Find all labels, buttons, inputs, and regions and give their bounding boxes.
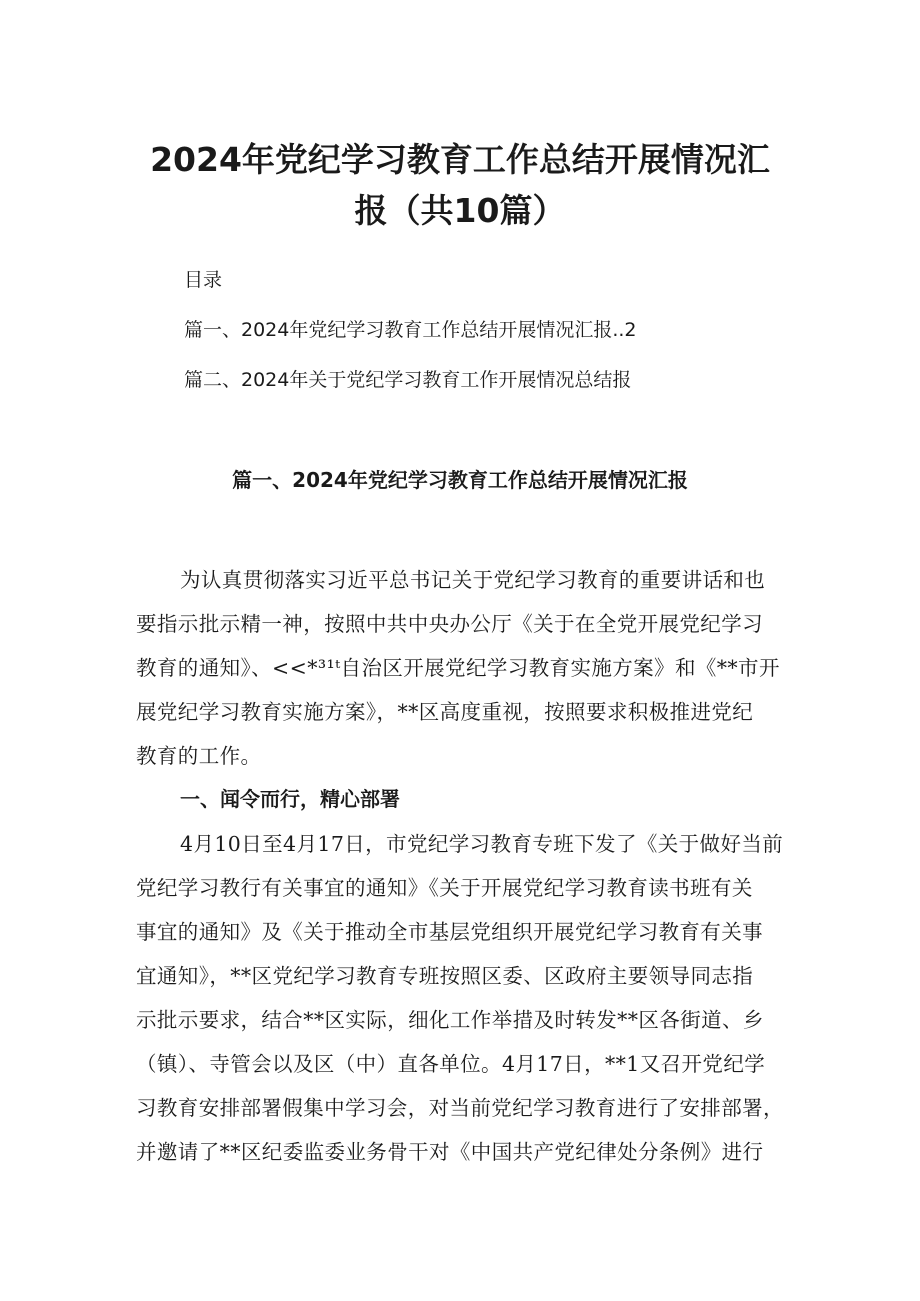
title-text-2: 报（共10篇） bbox=[354, 191, 566, 230]
toc-item-2[interactable]: 篇二、2024年关于党纪学习教育工作开展情况总结报 bbox=[184, 369, 632, 391]
paragraph2-line: （镇）、寺管会以及区（中）直各单位。4月17日，**1又召开党纪学 bbox=[136, 1052, 766, 1076]
paragraph2-line: 事宜的通知》及《关于推动全市基层党组织开展党纪学习教育有关事 bbox=[136, 920, 763, 944]
title-text-1: 2024年党纪学习教育工作总结开展情况汇 bbox=[150, 140, 770, 179]
paragraph1-line: 教育的工作。 bbox=[136, 744, 262, 768]
subheading-1: 一、闻令而行，精心部署 bbox=[180, 787, 400, 811]
toc-item-1[interactable]: 篇一、2024年党纪学习教育工作总结开展情况汇报..2 bbox=[184, 319, 637, 341]
paragraph2-line: 党纪学习教行有关事宜的通知》《关于开展党纪学习教育读书班有关 bbox=[136, 876, 753, 900]
toc-heading: 目录 bbox=[184, 269, 223, 291]
paragraph1-line: 教育的通知》、<<*³¹ᵗ自治区开展党纪学习教育实施方案》和《**市开 bbox=[136, 656, 780, 680]
section-heading: 篇一、2024年党纪学习教育工作总结开展情况汇报 bbox=[232, 468, 688, 492]
paragraph1-line: 为认真贯彻落实习近平总书记关于党纪学习教育的重要讲话和也 bbox=[180, 568, 766, 592]
paragraph1-line: 要指示批示精一神，按照中共中央办公厅《关于在全党开展党纪学习 bbox=[136, 612, 763, 636]
paragraph1-line: 展党纪学习教育实施方案》，**区高度重视，按照要求积极推进党纪 bbox=[136, 700, 754, 724]
paragraph2-line: 4月10日至4月17日，市党纪学习教育专班下发了《关于做好当前 bbox=[180, 832, 784, 856]
paragraph2-line: 示批示要求，结合**区实际，细化工作举措及时转发**区各街道、乡 bbox=[136, 1008, 764, 1032]
paragraph2-line: 并邀请了**区纪委监委业务骨干对《中国共产党纪律处分条例》进行 bbox=[136, 1140, 764, 1164]
paragraph2-line: 习教育安排部署假集中学习会，对当前党纪学习教育进行了安排部署， bbox=[136, 1096, 784, 1120]
paragraph2-line: 宜通知》，**区党纪学习教育专班按照区委、区政府主要领导同志指 bbox=[136, 964, 754, 988]
